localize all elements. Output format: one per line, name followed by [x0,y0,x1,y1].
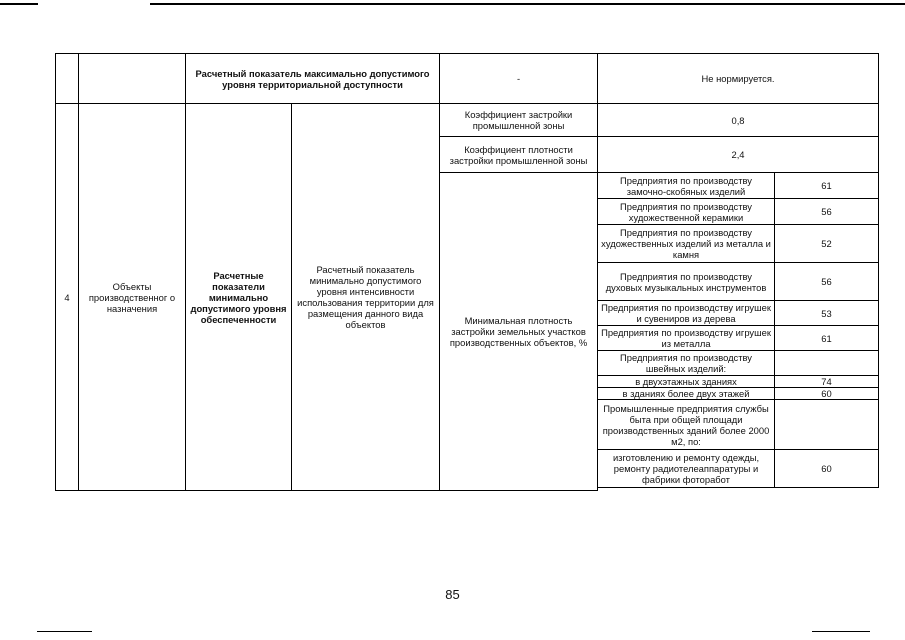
coef-value: 2,4 [598,137,879,173]
table-row [56,54,879,104]
density-item-label: Промышленные предприятия службы быта при общей площади производственных зданий более 2000 м2, по: [598,400,775,450]
density-item-value: 56 [775,199,879,225]
density-item-label: Предприятия по производству художественной керамики [598,199,775,225]
bottom-rule-left [37,631,92,632]
coef-value: 0,8 [598,104,879,137]
section-number: 4 [56,104,79,491]
not-regulated-note: Не нормируется. [598,54,879,104]
density-item-value: 74 [775,376,879,388]
coef-label: Коэффициент плотности застройки промышленной зоны [440,137,598,173]
bottom-rule-right [812,631,870,632]
table-row [56,104,879,137]
density-item-label: в двухэтажных зданиях [598,376,775,388]
density-item-label: Предприятия по производству художественных изделий из металла и камня [598,225,775,263]
density-item-value: 56 [775,263,879,301]
top-rule-left [0,3,38,5]
density-item-label: изготовлению и ремонту одежды, ремонту радиотелеаппаратуры и фабрики фоторабот [598,450,775,488]
territorial-access-indicator: Расчетный показатель максимально допустимого уровня территориальной доступности [186,54,440,104]
density-item-label: Предприятия по производству замочно-скобяных изделий [598,173,775,199]
density-item-label: в зданиях более двух этажей [598,388,775,400]
density-item-value [775,351,879,376]
density-item-value: 60 [775,388,879,400]
indicator-description: Расчетный показатель минимально допустимого уровня интенсивности использования территории для размещения данного вида объектов [292,104,440,491]
top-rule-main [150,3,905,5]
standards-table [55,53,879,491]
density-item-value: 60 [775,450,879,488]
indicator-group: Расчетные показатели минимально допустимого уровня обеспеченности [186,104,292,491]
cell-empty [56,54,79,104]
density-item-label: Предприятия по производству духовых музыкальных инструментов [598,263,775,301]
density-item-value: 61 [775,326,879,351]
density-item-value: 61 [775,173,879,199]
page-number: 85 [445,587,460,602]
density-item-value: 52 [775,225,879,263]
object-type: Объекты производственног о назначения [79,104,186,491]
density-item-label: Предприятия по производству игрушек из металла [598,326,775,351]
density-item-label: Предприятия по производству игрушек и сувениров из дерева [598,301,775,326]
density-label: Минимальная плотность застройки земельных участков производственных объектов, % [440,173,598,491]
density-item-value [775,400,879,450]
cell-empty [79,54,186,104]
density-item-value: 53 [775,301,879,326]
coef-label: Коэффициент застройки промышленной зоны [440,104,598,137]
territorial-access-value: - [440,54,598,104]
density-item-label: Предприятия по производству швейных изделий: [598,351,775,376]
